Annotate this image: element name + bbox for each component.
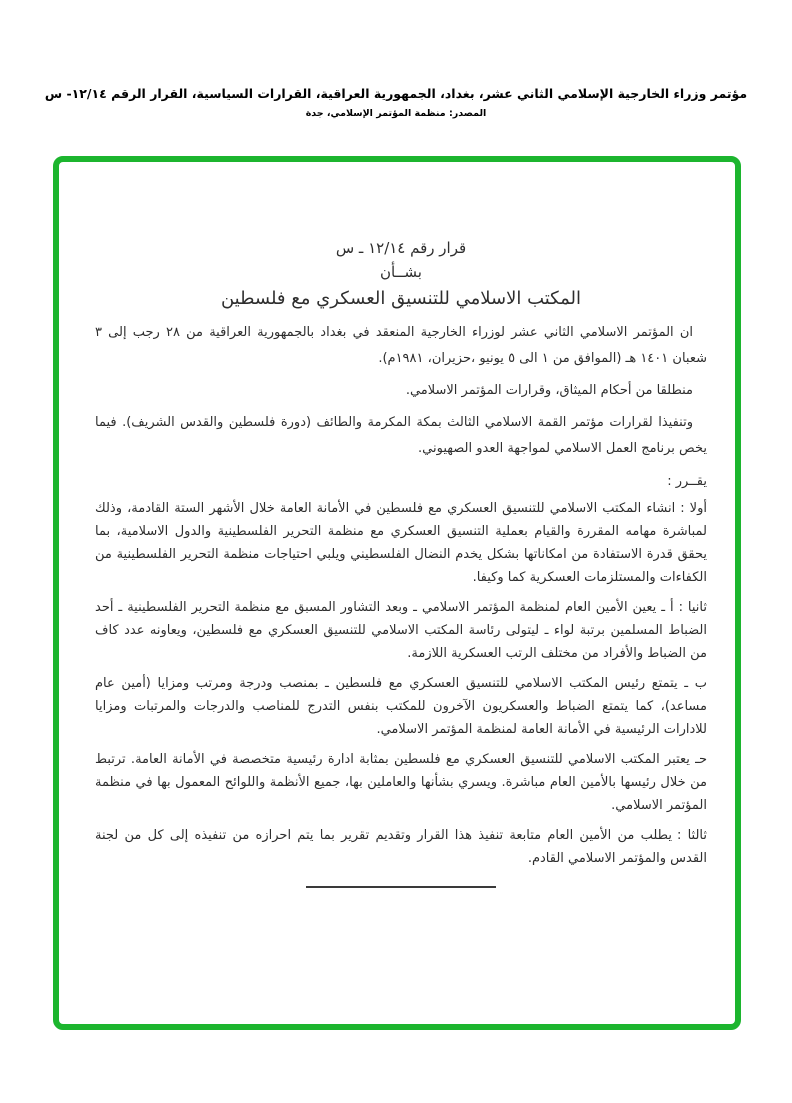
resolution-clauses bbox=[95, 497, 707, 870]
clause-text: حـ يعتبر المكتب الاسلامي للتنسيق العسكري مع فلسطين بمثابة ادارة رئيسية متخصصة في الأمانة العامة. ترتبط من خلال رئيسها بالأمين العام مباشرة. ويسري بشأنها والعاملين بها، جميع الأنظمة واللوائح المعمول بها في منظمة المؤتمر الاسلامي. bbox=[95, 752, 707, 813]
resolution-regarding-line: بشــأن bbox=[380, 263, 422, 281]
clause-text: ب ـ يتمتع رئيس المكتب الاسلامي للتنسيق العسكري مع فلسطين ـ بمنصب ودرجة ومرتب ومزايا (أمين عام مساعد)، كما يتمتع الضباط والعسكريون الآخرون للمكتب بنفس التدرج للمناصب والدرجات والمرتبات ومزايا للادارات الرئيسية في الأمانة العامة لمنظمة المؤتمر الاسلامي. bbox=[95, 676, 707, 737]
resolution-title-block bbox=[95, 236, 707, 314]
header-source-line: المصدر: منظمة المؤتمر الإسلامي، جدة bbox=[305, 108, 487, 119]
clause-label: ثانيا : bbox=[678, 600, 707, 615]
resolution-clause bbox=[95, 748, 707, 817]
resolution-clause bbox=[95, 824, 707, 870]
clause-label: أولا : bbox=[680, 501, 707, 516]
header-citation: مؤتمر وزراء الخارجية الإسلامي الثاني عشر، بغداد، الجمهورية العراقية، القرارات السياسية، القرار الرقم ١٢/١٤- س bbox=[44, 86, 748, 101]
clause-text: يطلب من الأمين العام متابعة تنفيذ هذا القرار وتقديم تقرير بما يتم احرازه من تنفيذه إلى كل من لجنة القدس والمؤتمر الاسلامي القادم. bbox=[95, 828, 707, 866]
resolution-clause bbox=[95, 596, 707, 665]
resolution-subject-line: المكتب الاسلامي للتنسيق العسكري مع فلسطين bbox=[220, 288, 582, 309]
page-header bbox=[0, 86, 792, 119]
resolution-paper bbox=[59, 162, 735, 1024]
preamble-paragraph: وتنفيذا لقرارات مؤتمر القمة الاسلامي الثالث بمكة المكرمة والطائف (دورة فلسطين والقدس الشريف). فيما يخص برنامج العمل الاسلامي لمواجهة العدو الصهيوني. bbox=[95, 415, 707, 456]
decides-label: يقــرر : bbox=[667, 474, 707, 489]
resolution-number-line: قرار رقم ١٢/١٤ ـ س bbox=[335, 239, 467, 257]
preamble bbox=[95, 320, 707, 462]
resolution-clause bbox=[95, 497, 707, 589]
document-frame bbox=[53, 156, 741, 1030]
preamble-paragraph: ان المؤتمر الاسلامي الثاني عشر لوزراء الخارجية المنعقد في بغداد بالجمهورية العراقية من ٢٨ رجب إلى ٣ شعبان ١٤٠١ هـ (الموافق من ١ الى ٥ يونيو ،حزيران، ١٩٨١م). bbox=[95, 325, 707, 366]
resolution-clause bbox=[95, 672, 707, 741]
clause-text: انشاء المكتب الاسلامي للتنسيق العسكري مع فلسطين في الأمانة العامة خلال الأشهر الستة القادمة، وذلك لمباشرة مهامه المقررة والقيام بعملية التنسيق العسكري مع منظمة التحرير الفلسطينية والدول الاسلامية، بما يحقق قدرة الاستفادة من امكاناتها بشكل يخدم النضال الفلسطيني ويلبي احتياجات منظمة التحرير الفلسطينية من الكفاءات والمستلزمات العسكرية كما وكيفا. bbox=[95, 501, 707, 585]
clause-label: ثالثا : bbox=[676, 828, 708, 843]
clause-text: أ ـ يعين الأمين العام لمنظمة المؤتمر الاسلامي ـ وبعد التشاور المسبق مع منظمة التحرير الفلسطينية ـ أحد الضباط المسلمين برتبة لواء ـ ليتولى رئاسة المكتب الاسلامي للتنسيق العسكري مع فلسطين، ويعاونه عدد كاف من الضباط والأفراد من مختلف الرتب العسكرية اللازمة. bbox=[95, 600, 707, 661]
bottom-divider bbox=[306, 886, 496, 888]
preamble-paragraph: منطلقا من أحكام الميثاق، وقرارات المؤتمر الاسلامي. bbox=[405, 383, 693, 398]
